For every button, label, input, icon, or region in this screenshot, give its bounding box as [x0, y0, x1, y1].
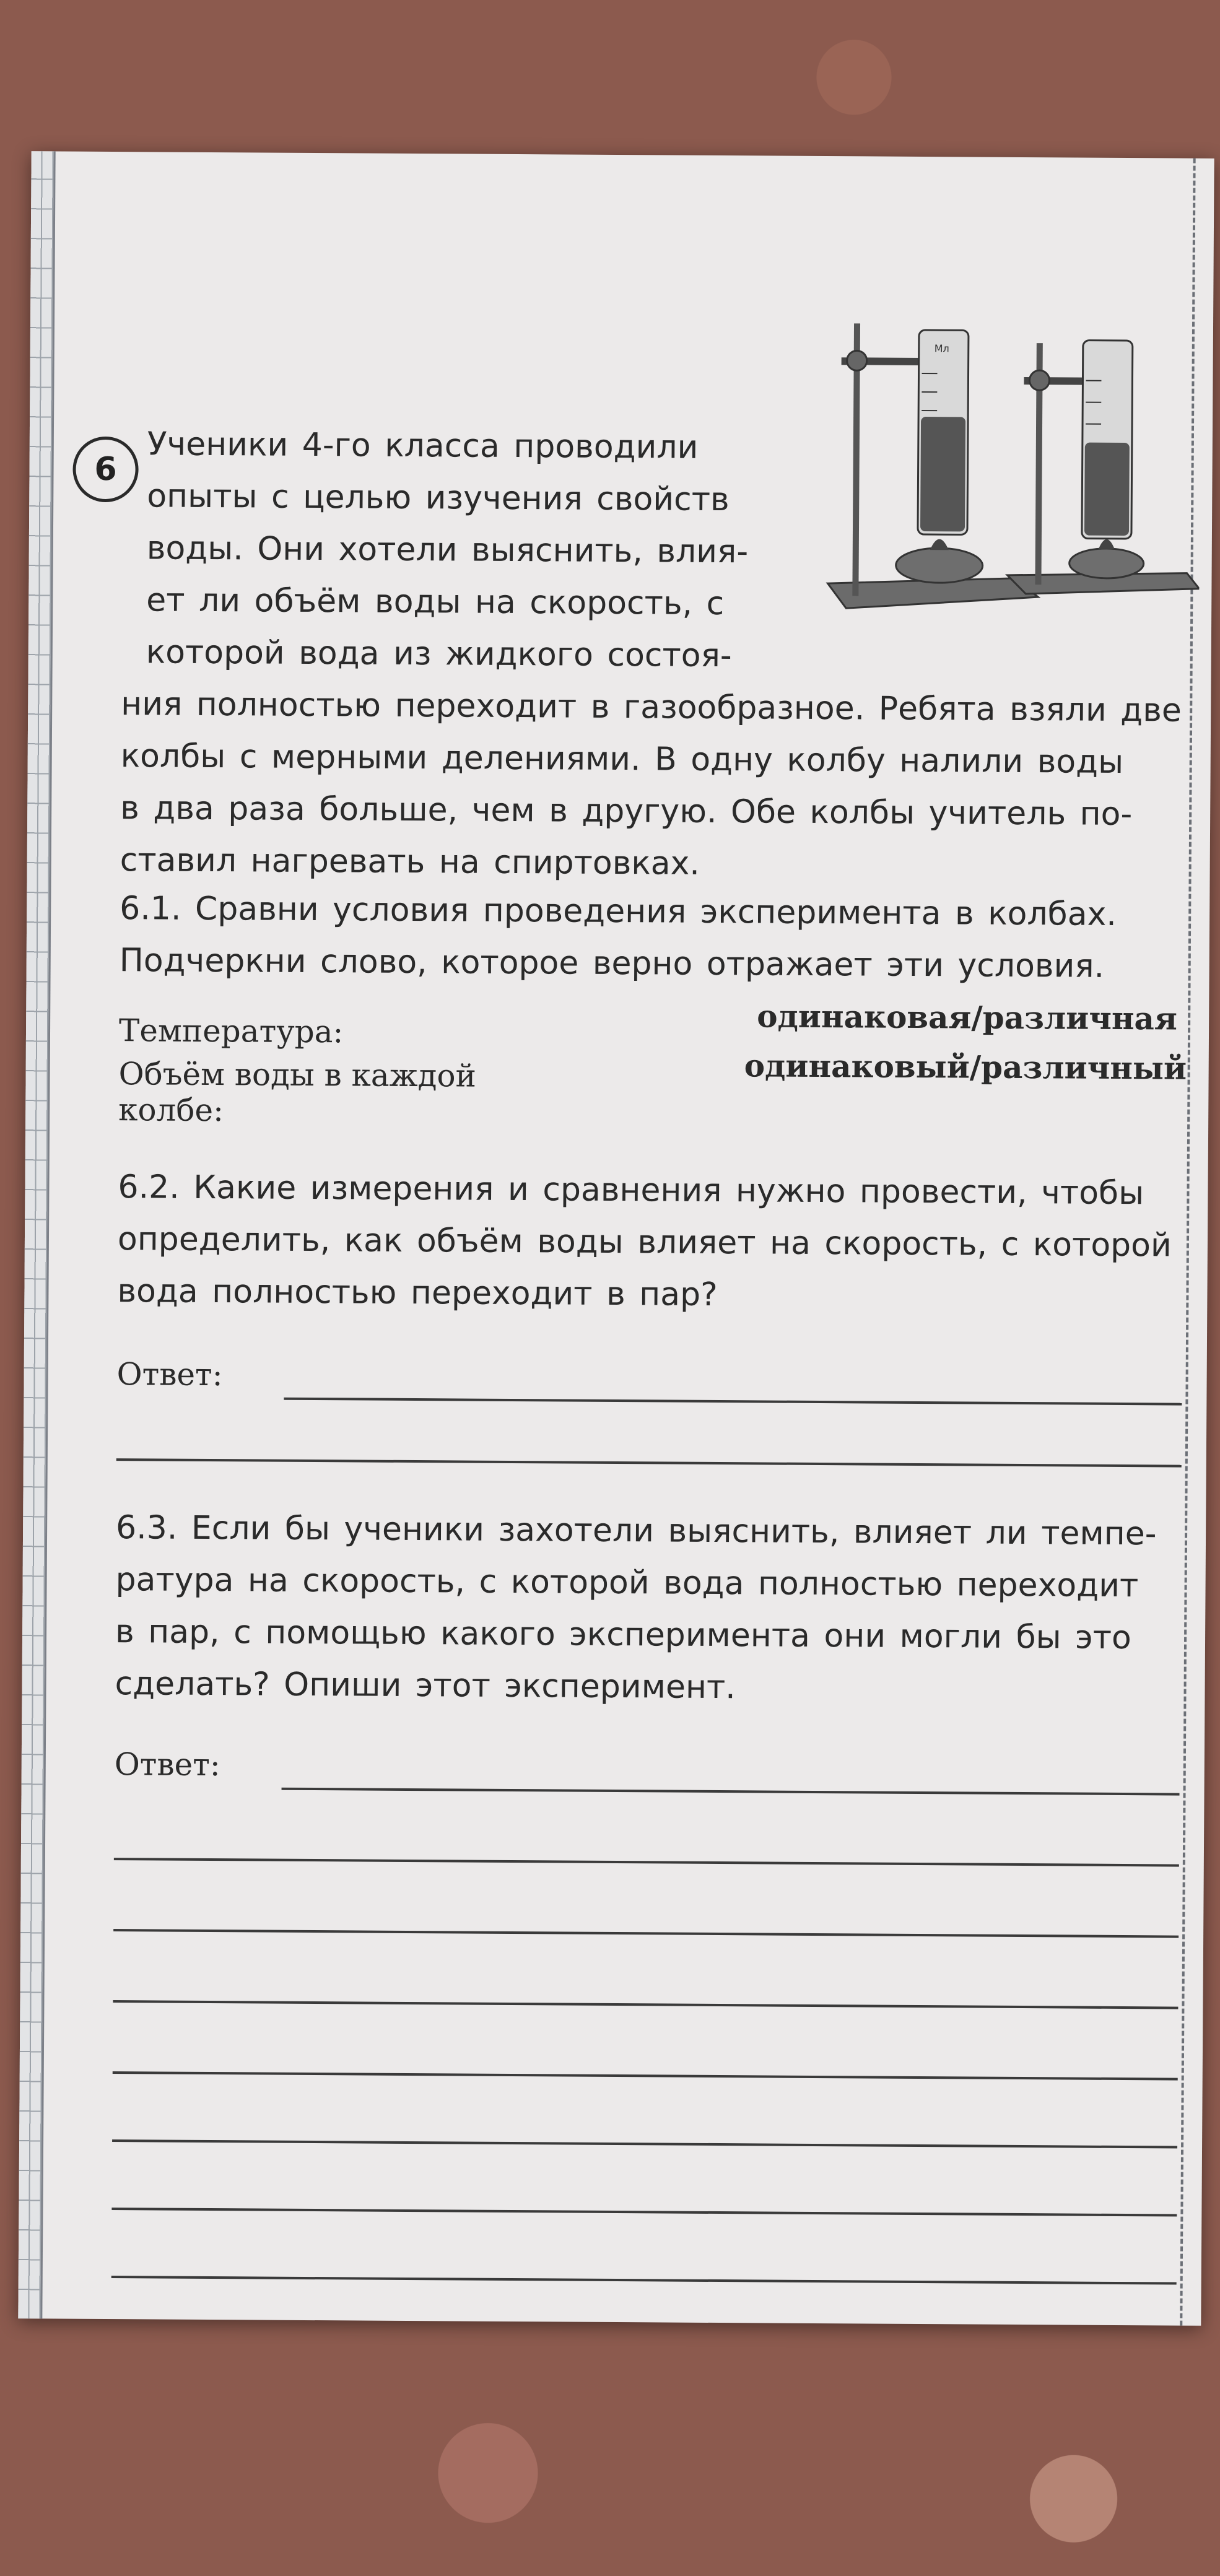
question-line: 6.3. Если бы ученики захотели выяснить, влияет ли темпе-	[115, 1509, 1157, 1553]
answer-line[interactable]	[113, 2071, 1178, 2081]
question-line: Подчеркни слово, которое верно отражает эти условия.	[119, 942, 1105, 985]
intro-line: воды. Они хотели выяснить, влия-	[146, 529, 749, 571]
intro-line: колбы с мерными делениями. В одну колбу налили воды	[120, 738, 1124, 781]
question-line: 6.2. Какие измерения и сравнения нужно провести, чтобы	[118, 1168, 1144, 1212]
question-line: 6.1. Сравни условия проведения эксперимента в колбах.	[120, 890, 1117, 933]
flask-stand-illustration	[802, 237, 1201, 685]
grid-margin	[18, 151, 55, 2318]
question-6-2	[117, 1161, 1172, 1323]
workbook-page	[18, 151, 1214, 2326]
intro-line: ет ли объём воды на скорость, с	[146, 581, 725, 623]
question-6-3	[115, 1502, 1156, 1716]
answer-line[interactable]	[284, 1398, 1182, 1406]
question-line: ратура на скорость, с которой вода полностью переходит	[115, 1561, 1139, 1605]
answer-line[interactable]	[113, 2000, 1178, 2009]
answer-line[interactable]	[282, 1788, 1180, 1796]
volume-label-line2: колбе:	[118, 1092, 224, 1129]
question-6-1	[119, 882, 1117, 993]
task-number-badge	[72, 437, 139, 503]
temp-options[interactable]: одинаковая/различная	[757, 998, 1178, 1037]
intro-line: опыты с целью изучения свойств	[147, 477, 730, 519]
question-line: определить, как объём воды влияет на скорость, с которой	[117, 1221, 1172, 1264]
answer-line[interactable]	[114, 1858, 1179, 1867]
answer-line[interactable]	[112, 2139, 1177, 2149]
answer-line[interactable]	[116, 1458, 1182, 1468]
temp-label: Температура:	[118, 1012, 344, 1050]
intro-line: ставил нагревать на спиртовках.	[120, 842, 700, 882]
answer-line[interactable]	[111, 2276, 1177, 2285]
intro-line: ния полностью переходит в газообразное. Ребята взяли две	[121, 685, 1182, 729]
answer-label-6-3: Ответ:	[114, 1746, 220, 1783]
volume-options[interactable]: одинаковый/различный	[744, 1047, 1187, 1087]
svg-text:Мл: Мл	[934, 342, 949, 355]
volume-label-line1: Объём воды в каждой	[118, 1056, 477, 1094]
volume-label	[118, 1056, 664, 1131]
question-line: вода полностью переходит в пар?	[117, 1273, 718, 1314]
task-intro-top	[146, 418, 749, 682]
answer-line[interactable]	[111, 2208, 1177, 2217]
question-line: в пар, с помощью какого эксперимента они могли бы это	[115, 1613, 1132, 1657]
intro-line: в два раза больше, чем в другую. Обе колбы учитель по-	[120, 790, 1133, 833]
intro-line: Ученики 4-го класса проводили	[147, 425, 699, 466]
task-number: 6	[94, 450, 117, 489]
answer-label-6-2: Ответ:	[116, 1356, 223, 1393]
question-line: сделать? Опиши этот эксперимент.	[115, 1665, 736, 1707]
answer-line[interactable]	[113, 1929, 1179, 1938]
intro-line: которой вода из жидкого состоя-	[146, 633, 732, 675]
task-intro-bottom	[120, 678, 1182, 892]
